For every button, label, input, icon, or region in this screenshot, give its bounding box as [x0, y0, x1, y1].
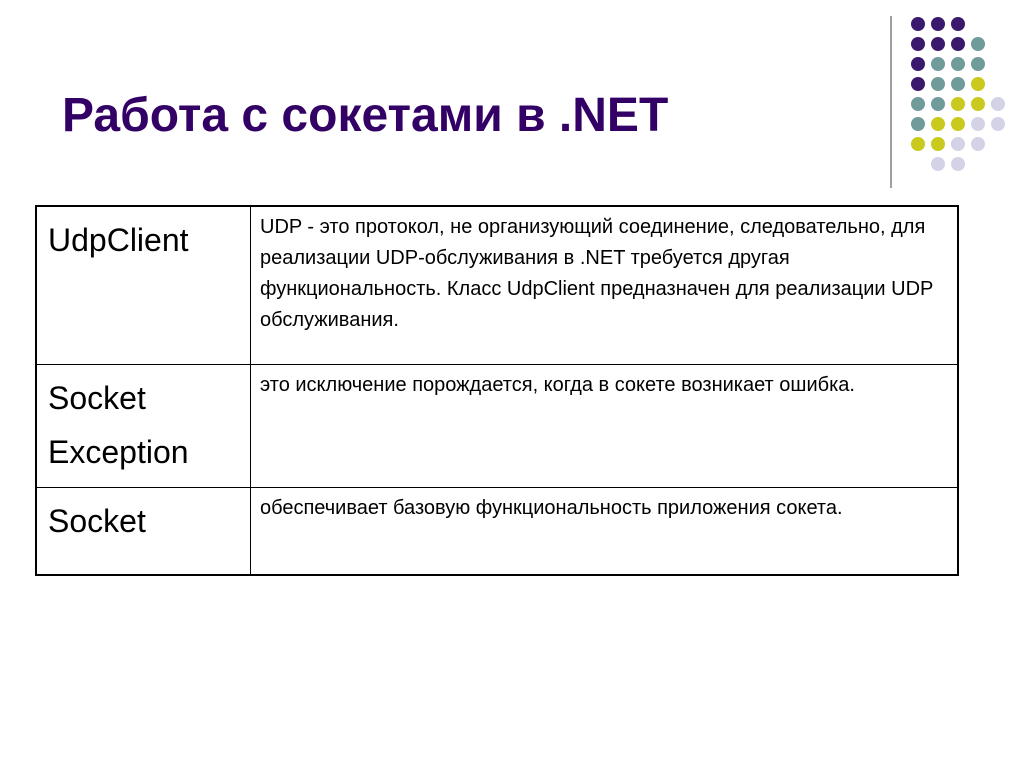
decorative-dot [931, 37, 945, 51]
class-description: UDP - это протокол, не организующий соединение, следовательно, для реализации UDP-обслуживания в .NET требуется другая функциональность. Класс UdpClient предназначен для реализации UDP обслуживания. [260, 216, 934, 331]
decorative-dot [911, 57, 925, 71]
decorative-dot [951, 17, 965, 31]
decorative-dot [951, 117, 965, 131]
decorative-dot [991, 97, 1005, 111]
class-description: это исключение порождается, когда в сокете возникает ошибка. [260, 373, 855, 396]
class-name-cell [36, 364, 251, 487]
decorative-dot [951, 77, 965, 91]
decorative-dot [931, 97, 945, 111]
class-description-cell [251, 487, 959, 575]
decorative-dot [951, 97, 965, 111]
decorative-dot-pattern [0, 0, 1024, 200]
decorative-dot [971, 117, 985, 131]
decorative-dot [971, 137, 985, 151]
decorative-dot [951, 57, 965, 71]
class-name-cell [36, 487, 251, 575]
class-description-cell [251, 364, 959, 487]
decorative-dot [931, 137, 945, 151]
class-description: обеспечивает базовую функциональность приложения сокета. [260, 496, 843, 519]
class-name-line: Exception [48, 433, 189, 470]
decorative-dot [971, 37, 985, 51]
class-name-cell [36, 206, 251, 364]
decorative-dot [971, 77, 985, 91]
decorative-dot [931, 157, 945, 171]
decorative-dot [971, 97, 985, 111]
decorative-dot [911, 97, 925, 111]
decorative-dot [911, 117, 925, 131]
decorative-dot [931, 57, 945, 71]
decorative-dot [931, 117, 945, 131]
slide-title: Работа с сокетами в .NET [62, 89, 669, 142]
table-row [36, 364, 958, 487]
decorative-dot [951, 37, 965, 51]
decorative-dot [931, 77, 945, 91]
table-row [36, 206, 958, 364]
class-description-cell [251, 206, 959, 364]
class-name-line: Socket [48, 379, 146, 416]
decorative-dot [911, 37, 925, 51]
decorative-dot [991, 117, 1005, 131]
decorative-dot [951, 137, 965, 151]
decorative-dot [911, 137, 925, 151]
table-row [36, 487, 958, 575]
class-name: Socket [48, 502, 146, 539]
class-name: UdpClient [48, 222, 189, 258]
decorative-dot [971, 57, 985, 71]
classes-table [35, 205, 959, 576]
decorative-dot [951, 157, 965, 171]
decorative-dot [911, 17, 925, 31]
decorative-dot [911, 77, 925, 91]
decorative-dot [931, 17, 945, 31]
